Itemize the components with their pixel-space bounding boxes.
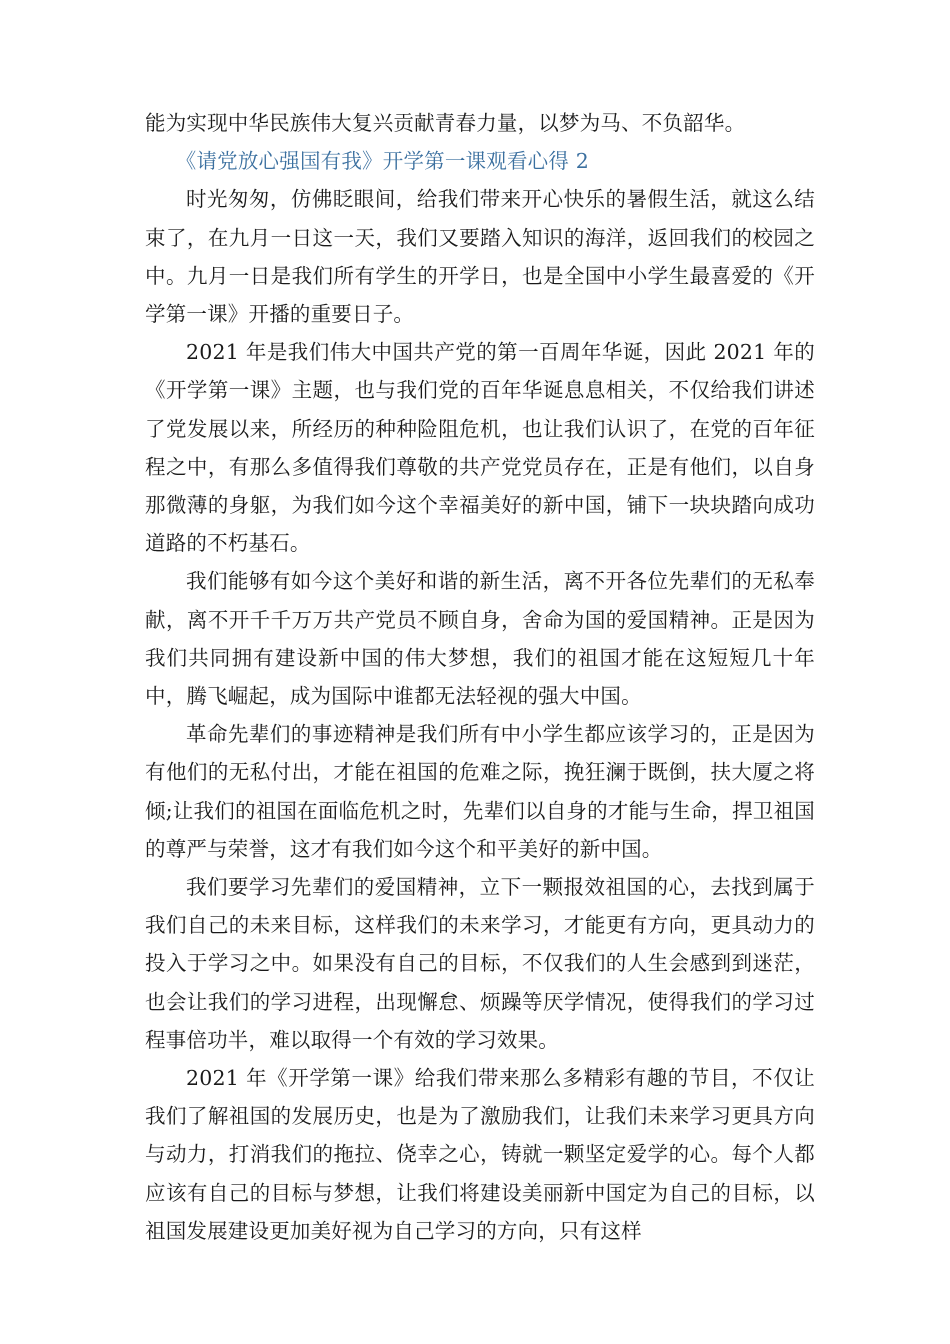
- paragraph-1: 时光匆匆，仿佛眨眼间，给我们带来开心快乐的暑假生活，就这么结束了，在九月一日这一天，我们又要踏入知识的海洋，返回我们的校园之中。九月一日是我们所有学生的开学日，也是全国中小学生最喜爱的《开学第一课》开播的重要日子。: [145, 187, 815, 327]
- paragraph-6: 2021 年《开学第一课》给我们带来那么多精彩有趣的节目，不仅让我们了解祖国的发展历史，也是为了激励我们，让我们未来学习更具方向与动力，打消我们的拖拉、侥幸之心，铸就一颗坚定爱学的心。每个人都应该有自己的目标与梦想，让我们将建设美丽新中国定为自己的目标，以祖国发展建设更加美好视为自己学习的方向，只有这样: [145, 1066, 815, 1243]
- paragraph-3: 我们能够有如今这个美好和谐的新生活，离不开各位先辈们的无私奉献，离不开千千万万共产党员不顾自身，舍命为国的爱国精神。正是因为我们共同拥有建设新中国的伟大梦想，我们的祖国才能在这短短几十年中，腾飞崛起，成为国际中谁都无法轻视的强大中国。: [145, 569, 815, 709]
- paragraph-4: 革命先辈们的事迹精神是我们所有中小学生都应该学习的，正是因为有他们的无私付出，才能在祖国的危难之际，挽狂澜于既倒，扶大厦之将倾;让我们的祖国在面临危机之时，先辈们以自身的才能与生命，捍卫祖国的尊严与荣誉，这才有我们如今这个和平美好的新中国。: [145, 722, 815, 861]
- paragraph-2: 2021 年是我们伟大中国共产党的第一百周年华诞，因此 2021 年的《开学第一课》主题，也与我们党的百年华诞息息相关，不仅给我们讲述了党发展以来，所经历的种种险阻危机，也让我们认识了，在党的百年征程之中，有那么多值得我们尊敬的共产党党员存在，正是有他们，以自身那微薄的身躯，为我们如今这个幸福美好的新中国，铺下一块块踏向成功道路的不朽基石。: [145, 340, 815, 556]
- document-body: [145, 104, 815, 1250]
- paragraph-5: 我们要学习先辈们的爱国精神，立下一颗报效祖国的心，去找到属于我们自己的未来目标，这样我们的未来学习，才能更有方向，更具动力的投入于学习之中。如果没有自己的目标，不仅我们的人生会感到到迷茫，也会让我们的学习进程，出现懈怠、烦躁等厌学情况，使得我们的学习过程事倍功半，难以取得一个有效的学习效果。: [145, 875, 815, 1052]
- opening-line: 能为实现中华民族伟大复兴贡献青春力量，以梦为马、不负韶华。: [145, 111, 746, 135]
- section-heading: 《请党放心强国有我》开学第一课观看心得 2: [175, 149, 590, 174]
